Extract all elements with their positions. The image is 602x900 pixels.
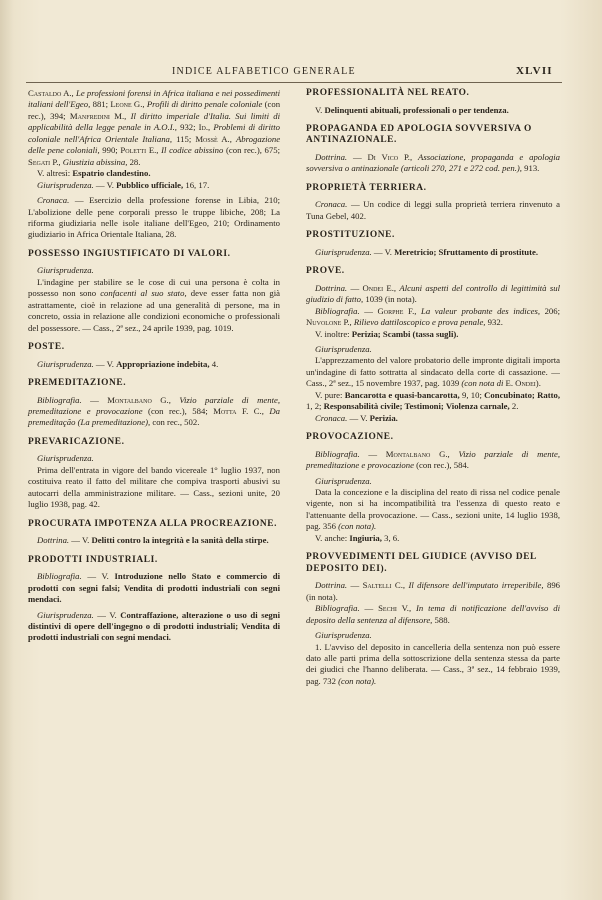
see-label: — V. bbox=[71, 535, 90, 546]
ref: 28. bbox=[129, 156, 141, 167]
work-title: Da premeditação (La premeditazione), bbox=[28, 406, 280, 428]
ref: 896 (in nota). bbox=[306, 580, 561, 602]
text-italic: confacenti al suo stato, bbox=[100, 288, 187, 299]
heading-prove: PROVE. bbox=[306, 266, 345, 277]
work-title: Abrogazione delle pene coloniali, bbox=[28, 133, 281, 156]
running-header bbox=[0, 63, 602, 79]
author: — Montalbano G., bbox=[90, 394, 171, 405]
ref: 990; bbox=[102, 145, 118, 156]
chronicle-ref bbox=[306, 413, 560, 424]
cross-ref: Pubblico ufficiale, bbox=[116, 179, 184, 190]
right-column bbox=[306, 88, 560, 687]
work-title: Profili di diritto penale coloniale bbox=[146, 99, 263, 110]
cross-ref: Meretricio; Sfruttamento di prostitute. bbox=[394, 246, 539, 257]
ref: 115; bbox=[176, 133, 192, 144]
ref: (con rec.), 675; bbox=[225, 145, 280, 156]
subsection-label: Giurisprudenza. bbox=[37, 358, 94, 369]
text-italic: (con nota). bbox=[338, 521, 377, 532]
label: Giurisprudenza. bbox=[315, 343, 372, 354]
cross-ref: Espatrio clandestino. bbox=[72, 168, 151, 179]
work-title: La valeur probante des indices, bbox=[421, 305, 540, 316]
header-title: INDICE ALFABETICO GENERALE bbox=[172, 66, 356, 77]
text: Data la concezione e la disciplina del reato di rissa nel codice penale vigente, non si ha incompatibilità tra l'essenza di questo reato e l'attenuante della provocazione. — Cass., sezioni unite, 14 luglio 1938, pag. 356 bbox=[306, 487, 560, 532]
subsection-label: Bibliografia. bbox=[37, 394, 82, 405]
label: Giurisprudenza. bbox=[315, 475, 372, 486]
author: Segati P., bbox=[28, 156, 61, 167]
label: Giurisprudenza. bbox=[315, 630, 372, 641]
see-also bbox=[306, 329, 560, 340]
heading-propaganda: PROPAGANDA ED APOLOGIA SOVVERSIVA O ANTINAZIONALE. bbox=[306, 123, 532, 146]
work-title: Associazione, propaganda e apologia sovversiva o antinazionale (articoli 270, 271 e 272 cod. pen.), bbox=[306, 151, 561, 174]
subsection-label: Giurisprudenza. bbox=[37, 179, 94, 190]
label: Giurisprudenza. bbox=[37, 265, 94, 276]
chronicle-entry bbox=[28, 195, 280, 241]
subsection-label bbox=[306, 630, 560, 641]
see-label: — V. bbox=[95, 358, 114, 369]
author: — Di Vico P., bbox=[352, 151, 413, 162]
jurisprudence-ref bbox=[28, 180, 280, 191]
chronicle-entry bbox=[306, 199, 560, 222]
ref: 4. bbox=[211, 358, 219, 369]
heading-procurata-impotenza: PROCURATA IMPOTENZA ALLA PROCREAZIONE. bbox=[28, 518, 278, 529]
see-label: — V. bbox=[95, 179, 114, 190]
ref: 206; bbox=[544, 305, 561, 316]
doctrine-ref bbox=[28, 535, 280, 546]
see-label: V. altresì: bbox=[37, 168, 71, 179]
work-title: Il difensore dell'imputato irreperibile, bbox=[408, 580, 544, 591]
author: Castaldo A., bbox=[28, 88, 74, 98]
author: Motta F. C., bbox=[213, 406, 264, 417]
cross-ref: Bancarotta e quasi-bancarotta, bbox=[344, 389, 460, 400]
cross-ref: Appropriazione indebita, bbox=[116, 358, 210, 369]
author: Manfredini M., bbox=[69, 110, 127, 121]
see-label: V. bbox=[315, 104, 323, 115]
heading-premeditazione: PREMEDITAZIONE. bbox=[28, 378, 127, 389]
subsection-label: Bibliografia. bbox=[37, 571, 82, 582]
text-italic: (con nota). bbox=[338, 675, 377, 686]
subsection-label: Cronaca. bbox=[315, 199, 348, 210]
ref: 16, 17. bbox=[185, 179, 210, 190]
author: — Montalbano G., bbox=[368, 448, 450, 459]
cross-ref: Concubinato; Ratto, bbox=[484, 389, 560, 400]
work-title: Problemi di diritto coloniale nell'Africa Orientale Italiana, bbox=[28, 122, 281, 144]
see-label: — V. bbox=[373, 246, 392, 257]
work-title: Le professioni forensi in Africa italiana e nei possedimenti italiani dell'Egeo, bbox=[28, 88, 281, 110]
author: — Gorphe F., bbox=[364, 305, 417, 316]
maxim bbox=[306, 642, 560, 688]
author: Leone G., bbox=[110, 99, 145, 110]
see-label: V. anche: bbox=[315, 532, 348, 543]
author: Mossè A., bbox=[195, 133, 232, 144]
subsection-label bbox=[28, 453, 280, 464]
ref: 3, 6. bbox=[384, 532, 400, 543]
work-title: Vizio parziale di mente, premeditazione e provocazione bbox=[306, 448, 561, 471]
see-also bbox=[306, 105, 560, 116]
header-rule bbox=[26, 82, 562, 83]
heading-prodotti-industriali: PRODOTTI INDUSTRIALI. bbox=[28, 554, 158, 565]
doctrine-entry bbox=[306, 152, 560, 175]
ref: 588. bbox=[434, 614, 450, 625]
maxim bbox=[306, 355, 560, 389]
ref: 2. bbox=[511, 401, 519, 412]
cross-ref: Introduzione nello Stato e commercio di prodotti con segni falsi; Vendita di prodotti industriali con segni mendaci. bbox=[28, 571, 281, 605]
heading-prostituzione: PROSTITUZIONE. bbox=[306, 230, 395, 241]
ref: 932. bbox=[487, 317, 503, 328]
heading-possesso: POSSESSO INGIUSTIFICATO DI VALORI. bbox=[28, 248, 231, 259]
cross-ref: Perizia; Scambi (tassa sugli). bbox=[351, 328, 459, 339]
bibliography-entry bbox=[306, 449, 560, 472]
subsection-label: Dottrina. bbox=[315, 580, 348, 591]
cross-ref: Contraffazione, alterazione o uso di segni distintivi di opere dell'ingegno o di prodotti industriali; Vendita di prodotti industriali con segni mendaci. bbox=[28, 609, 281, 643]
subsection-label: Dottrina. bbox=[315, 151, 348, 162]
ref: 1, 2; bbox=[306, 401, 322, 412]
jurisprudence-ref bbox=[28, 359, 280, 370]
ref: 932; bbox=[180, 122, 196, 133]
author: Id., bbox=[198, 122, 211, 133]
ref: (con rec.), 584. bbox=[416, 460, 469, 471]
ref: 881; bbox=[92, 99, 109, 110]
see-label: — V. bbox=[87, 571, 109, 582]
text: L'apprezzamento del valore probatorio delle impronte digitali importa un'indagine di fatto sottratta al sindacato della corte di cassazione. — Cass., 2ª sez., 15 novembre 1937, pag. 1039 bbox=[306, 355, 560, 389]
bibliography-entry bbox=[306, 603, 560, 626]
subsection-label: Cronaca. bbox=[315, 412, 348, 423]
see-label: — V. bbox=[97, 609, 117, 620]
subsection-label: Giurisprudenza. bbox=[37, 609, 94, 620]
text: deve esser fatta non già astrattamente, cioè in relazione ad una generalità di persone, ma in concreto, ossia in relazione alle condizioni economiche o professionali del possessore. — Cass., 2ª sez., 24 aprile 1939, pag. 1019. bbox=[28, 288, 281, 333]
bibliography-entry bbox=[28, 395, 280, 429]
left-column bbox=[28, 88, 280, 644]
heading-provvedimenti: PROVVEDIMENTI DEL GIUDICE (AVVISO DEL DEPOSITO DEI). bbox=[306, 552, 537, 574]
ref: 913. bbox=[524, 163, 540, 174]
subsection-label: Bibliografia. bbox=[315, 448, 360, 459]
work-title: Rilievo dattiloscopico e prova penale, bbox=[353, 317, 486, 328]
author: Nuvolone P., bbox=[306, 317, 352, 328]
author: Poletti E., bbox=[120, 145, 159, 156]
text-italic: (con nota di bbox=[461, 378, 504, 389]
see-also bbox=[306, 390, 560, 413]
maxim bbox=[306, 487, 560, 533]
page-number: XLVII bbox=[516, 65, 553, 77]
heading-proprieta-terriera: PROPRIETÀ TERRIERA. bbox=[306, 182, 427, 193]
see-also bbox=[306, 533, 560, 544]
cross-ref: Responsabilità civile; Testimoni; Violenza carnale, bbox=[323, 401, 510, 412]
text: L'indagine per stabilire se le cose di cui una persona è colta in possesso non sono bbox=[28, 276, 280, 299]
entry-text: — Un codice di leggi sulla proprietà terriera rinvenuto a Tuna Gebel, 402. bbox=[306, 199, 561, 221]
text: ). bbox=[535, 378, 541, 389]
doctrine-entry bbox=[306, 283, 560, 306]
subsection-label bbox=[306, 344, 560, 355]
author: — Saltelli C., bbox=[350, 580, 406, 591]
work-title: In tema di notificazione dell'avviso di deposito della sentenza al difensore, bbox=[306, 603, 560, 625]
entry-text: — Esercizio della professione forense in Libia, 210; L'abolizione delle pene corporali presso le truppe libiche, 208; La riforma giudiziaria nelle isole italiane dell'Egeo, 210; Ordinamento giudiziario in Africa Orientale Italiana, 28. bbox=[28, 195, 281, 240]
subsection-label: Cronaca. bbox=[37, 195, 70, 206]
subsection-label: Dottrina. bbox=[315, 282, 348, 293]
ref: (con rec.), 394; bbox=[28, 99, 281, 121]
work-title: Il diritto imperiale d'Italia. Sui limiti di applicabilità della legge penale in A.O.I., bbox=[28, 110, 281, 133]
subsection-label: Dottrina. bbox=[37, 535, 70, 546]
subsection-label: Giurisprudenza. bbox=[315, 246, 372, 257]
bibliography-entry bbox=[306, 306, 560, 329]
subsection-label bbox=[306, 476, 560, 487]
subsection-label bbox=[28, 265, 280, 276]
see-label: V. inoltre: bbox=[315, 328, 350, 339]
cross-ref: Ingiuria, bbox=[349, 532, 382, 543]
subsection-label: Bibliografia. bbox=[315, 603, 360, 614]
label: Giurisprudenza. bbox=[37, 453, 94, 464]
work-title: Vizio parziale di mente, premeditazione e provocazione bbox=[28, 394, 281, 417]
ref: (con rec.), 584; bbox=[148, 406, 208, 417]
bibliography-ref bbox=[28, 571, 280, 605]
see-label: V. pure: bbox=[315, 389, 343, 400]
author: — Ondei E., bbox=[350, 282, 397, 293]
jurisprudence-ref bbox=[306, 247, 560, 258]
subsection-label: Bibliografia. bbox=[315, 305, 360, 316]
heading-prevaricazione: PREVARICAZIONE. bbox=[28, 436, 125, 447]
maxim bbox=[28, 277, 280, 334]
author: — Sechi V., bbox=[364, 603, 412, 614]
see-label: — V. bbox=[349, 412, 368, 423]
doctrine-entry bbox=[306, 580, 560, 603]
cross-ref: Delitti contro la integrità e la sanità della stirpe. bbox=[91, 535, 269, 546]
work-title: Alcuni aspetti del controllo di legittimità sul giudizio di fatto, bbox=[306, 282, 560, 305]
heading-provocazione: PROVOCAZIONE. bbox=[306, 432, 394, 443]
text: Prima dell'entrata in vigore del bando vicereale 1° luglio 1937, non costituiva reato il fatto del militare che compiva trasporti abusivi su autocarri della amministrazione militare. — Cass., sezioni unite, 20 luglio 1938, pag. 42. bbox=[28, 464, 280, 510]
ref: 1039 (in nota). bbox=[365, 294, 417, 305]
maxim bbox=[28, 465, 280, 511]
cross-ref: Delinquenti abituali, professionali o per tendenza. bbox=[324, 104, 509, 115]
work-title: Il codice abissino bbox=[161, 145, 224, 156]
author: E. Ondei bbox=[505, 378, 536, 389]
ref: con rec., 502. bbox=[152, 417, 200, 428]
jurisprudence-ref bbox=[28, 610, 280, 644]
heading-poste: POSTE. bbox=[28, 342, 65, 353]
work-title: Giustizia abissina, bbox=[62, 156, 128, 167]
entry-bibliography-list bbox=[28, 88, 280, 168]
cross-ref: Perizia. bbox=[369, 412, 398, 423]
heading-professionalita: PROFESSIONALITÀ NEL REATO. bbox=[306, 88, 470, 98]
see-also bbox=[28, 168, 280, 179]
text: 1. L'avviso del deposito in cancelleria della sentenza non può essere dato alle parti prima della sottoscrizione della sentenza stessa da parte dei giudici che l'hanno deliberata. — Cass., 3ª sez., 14 febbraio 1939, pag. 732 bbox=[306, 641, 560, 686]
ref: 9, 10; bbox=[461, 389, 482, 400]
